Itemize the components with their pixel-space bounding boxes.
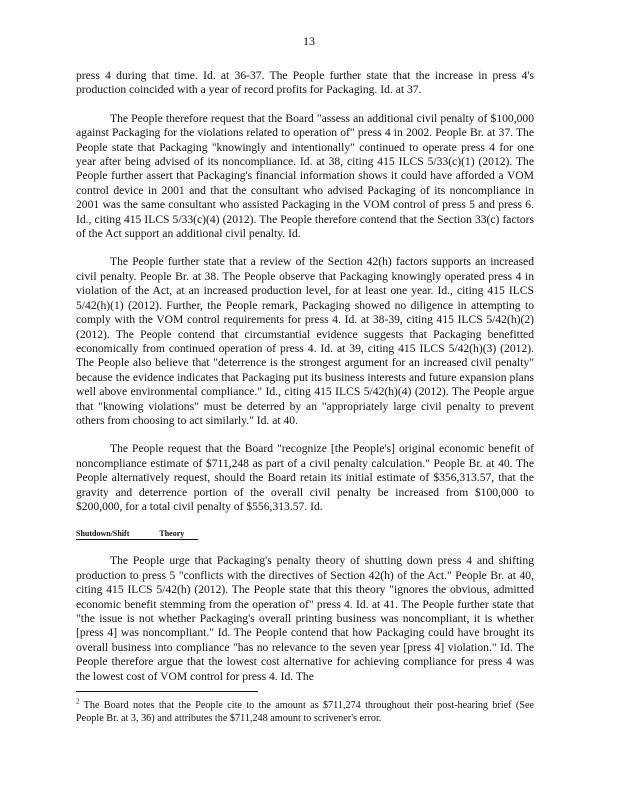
paragraph-2: The People therefore request that the Board "assess an additional civil penalty of $100,000 against Packaging for the violations related to operation of" press 4 in 2002. People Br. at 37. The People state that Packaging "knowingly and intentionally" continued to operate press 4 for one year after being advised of its noncompliance. Id. at 38, citing 415 ILCS 5/33(c)(1) (2012). The People further assert that Packaging's financial information shows it could have afforded a VOM control device in 2001 and that the consultant who advised Packaging of its noncompliance in 2001 was the same consultant who assisted Packaging in the VOM control of press 5 and press 6. Id., citing 415 ILCS 5/33(c)(4) (2012). The People therefore contend that the Section 33(c) factors of the Act support an additional civil penalty. Id.: [76, 111, 534, 241]
section-heading-part1: Shutdown/Shift: [76, 529, 130, 539]
paragraph-3: The People further state that a review of the Section 42(h) factors supports an increased civil penalty. People Br. at 38. The People observe that Packaging knowingly operated press 4 in violation of the Act, at an increased production level, for at least one year. Id., citing 415 ILCS 5/42(h)(1) (2012). Further, the People remark, Packaging showed no diligence in attempting to comply with the VOM control requirements for press 4. Id. at 38-39, citing 415 ILCS 5/42(h)(2) (2012). The People contend that circumstantial evidence suggests that Packaging benefitted economically from continued operation of press 4. Id. at 39, citing 415 ILCS 5/42(h)(3) (2012). The People also believe that "deterrence is the strongest argument for an increased civil penalty" because the evidence indicates that Packaging put its business interests and future expansion plans well above environmental compliance." Id., citing 415 ILCS 5/42(h)(4) (2012). The People argue that "knowing violations" must be deterred by an "appropriately large civil penalty to prevent others from choosing to act similarly." Id. at 40.: [76, 255, 534, 427]
footnote: [76, 699, 534, 725]
paragraph-4: The People request that the Board "recognize [the People's] original economic benefit of noncompliance estimate of $711,248 as part of a civil penalty calculation." People Br. at 40. The People alternatively request, should the Board retain its initial estimate of $356,313.57, that the gravity and deterrence portion of the overall civil penalty be increased from $100,000 to $200,000, for a total civil penalty of $556,313.57. Id.: [76, 442, 534, 513]
page-number: 13: [303, 34, 315, 48]
section-heading: [76, 528, 534, 540]
footnote-marker: 2: [76, 697, 80, 706]
paragraph-1: press 4 during that time. Id. at 36-37. The People further state that the increase in press 4's production coincided with a year of record profits for Packaging. Id. at 37.: [76, 69, 534, 97]
footnote-text: The Board notes that the People cite to the amount as $711,274 throughout their post-hearing brief (See People Br. at 3, 36) and attributes the $711,248 amount to scrivener's error.: [76, 700, 534, 725]
document-body: [76, 69, 534, 698]
section-heading-part2: Theory: [159, 529, 185, 539]
paragraph-5: The People urge that Packaging's penalty theory of shutting down press 4 and shifting production to press 5 "conflicts with the directives of Section 42(h) of the Act." People Br. at 40, citing 415 ILCS 5/42(h) (2012). The People state that this theory "ignores the obvious, admitted economic benefit stemming from the operation of" press 4. Id. at 41. The People further state that "the issue is not whether Packaging's overall printing business was noncompliant, it is whether [press 4] was noncompliant." Id. The People contend that how Packaging could have brought its overall business into compliance "has no relevance to the seven year [press 4] violation." Id. The People therefore argue that the lowest cost alternative for achieving compliance for press 4 was the lowest cost of VOM control for press 4. Id. The: [76, 554, 534, 683]
footnote-separator: [76, 691, 258, 692]
